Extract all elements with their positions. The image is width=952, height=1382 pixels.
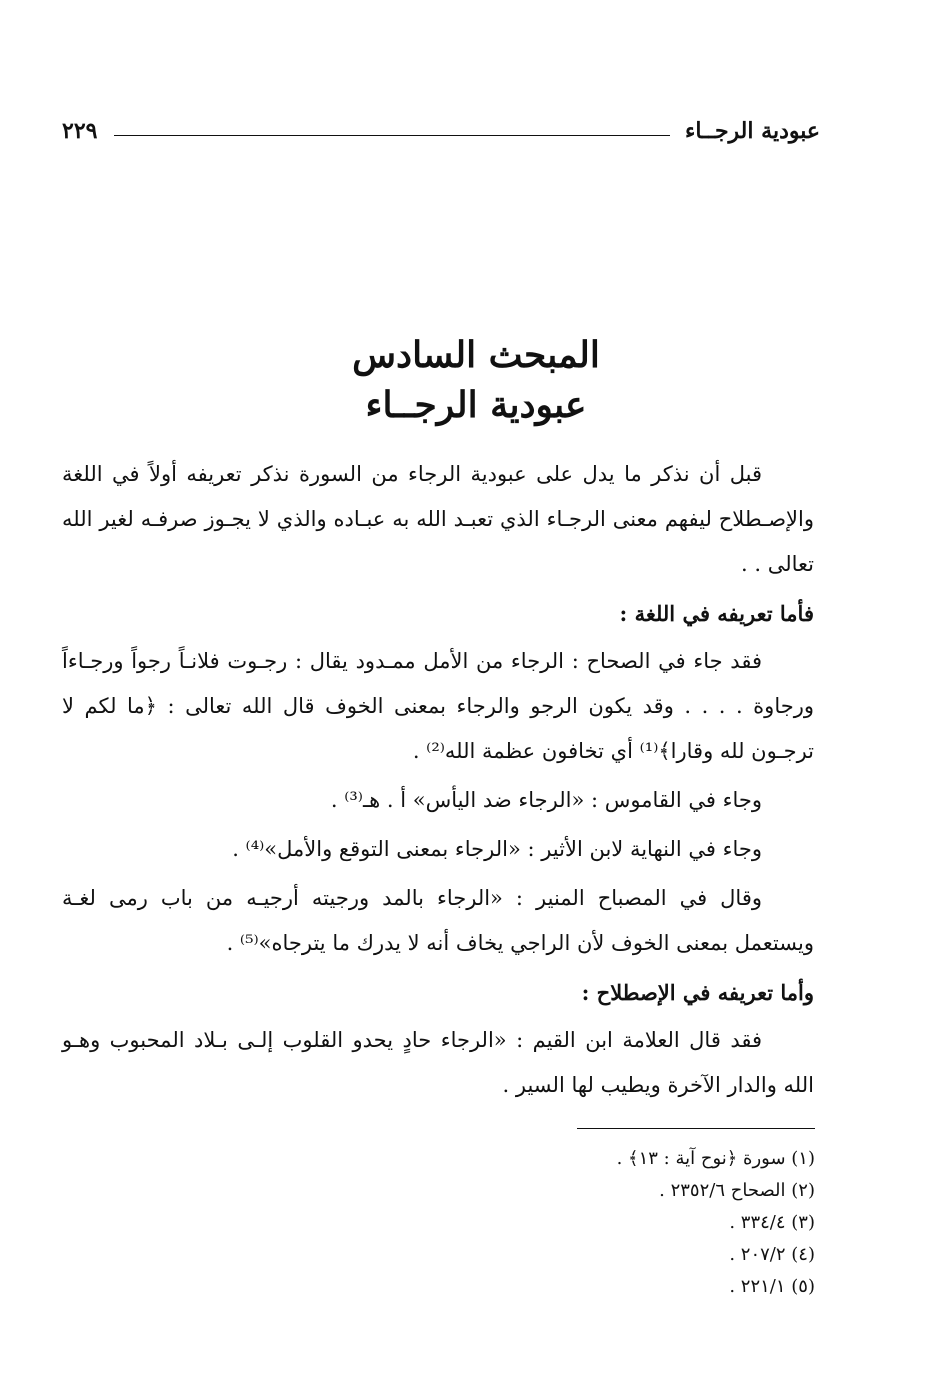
footnote-item: (١) سورة ﴿نوح آية : ١٣﴾ . [616,1148,815,1169]
section-title: المبحث السادس [352,334,600,376]
body-text [62,452,814,1108]
page-header [62,118,820,148]
footnote-item: (٣) ٣٣٤/٤ . [729,1212,815,1233]
footnote-item: (٢) الصحاح ٢٣٥٢/٦ . [659,1180,815,1201]
language-definition-heading: فأما تعريفه في اللغة : [619,601,814,626]
qamus-paragraph: وجاء في القاموس : «الرجاء ضد اليأس» أ . هـ⁽³⁾ . [330,788,762,812]
footnote-rule [577,1128,815,1129]
ibn-qayyim-paragraph: فقد قال العلامة ابن القيم : «الرجاء حادٍ يحدو القلوب إلـى بـلاد المحبوب وهـو الله والدار الآخرة ويطيب لها السير . [62,1028,814,1097]
header-rule [114,135,670,136]
term-definition-heading: وأما تعريفه في الإصطلاح : [581,980,814,1005]
footnote-item: (٥) ٢٢١/١ . [729,1276,815,1297]
misbah-paragraph: وقال في المصباح المنير : «الرجاء بالمد ورجيته أرجيـه من باب رمى لغـة ويستعمل بمعنى الخوف لأن الراجي يخاف أنه لا يدرك ما يترجاه»⁽⁵⁾ . [62,886,814,955]
page-number: ٢٢٩ [62,118,98,144]
nihaya-paragraph: وجاء في النهاية لابن الأثير : «الرجاء بمعنى التوقع والأمل»⁽⁴⁾ . [232,837,762,861]
footnote-item: (٤) ٢٠٧/٢ . [729,1244,815,1265]
footnotes [215,1143,815,1303]
chapter-heading [0,330,952,430]
section-subtitle: عبودية الرجــاء [365,384,587,426]
running-title: عبودية الرجــاء [685,118,820,144]
intro-paragraph: قبل أن نذكر ما يدل على عبودية الرجاء من السورة نذكر تعريفه أولاً في اللغة والإصـطلاح ليفهم معنى الرجـاء الذي تعبـد الله به عبـاده والذي لا يجـوز صرفـه لغير الله تعالى . . [62,462,815,576]
sihah-paragraph: فقد جاء في الصحاح : الرجاء من الأمل ممـدود يقال : رجـوت فلانـاً رجواً ورجـاءاً ورجاوة . . . . وقد يكون الرجو والرجاء بمعنى الخوف قال الله تعالى : ﴿ما لكم لا ترجـون لله وقارا﴾⁽¹⁾ أي تخافون عظمة الله⁽²⁾ . [62,649,814,763]
